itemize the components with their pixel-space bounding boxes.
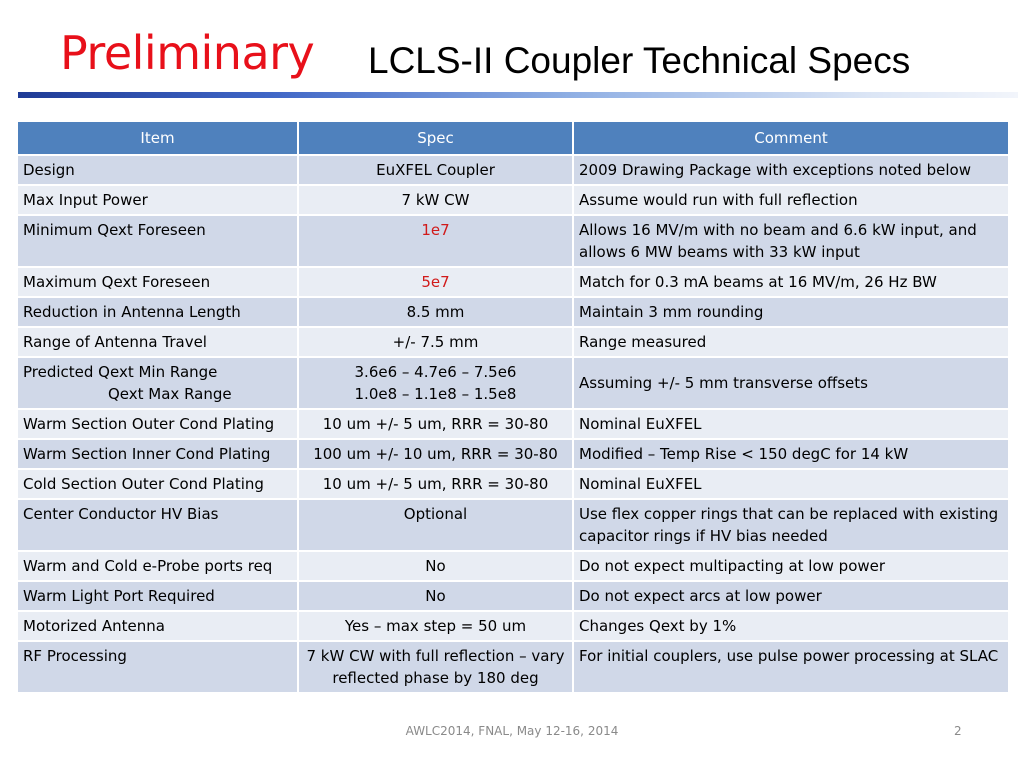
- table-row: [17, 267, 1009, 297]
- spec-cell: No: [298, 581, 573, 611]
- item-line: Qext Max Range: [108, 385, 232, 403]
- item-cell: [17, 357, 298, 409]
- comment-cell: Use flex copper rings that can be replaced with existing capacitor rings if HV bias needed: [573, 499, 1009, 551]
- spec-cell: 10 um +/- 5 um, RRR = 30-80: [298, 409, 573, 439]
- item-cell: Warm Light Port Required: [17, 581, 298, 611]
- spec-cell: [298, 357, 573, 409]
- item-cell: Design: [17, 155, 298, 185]
- table-row: [17, 155, 1009, 185]
- title-underline: [18, 92, 1018, 98]
- item-cell: Center Conductor HV Bias: [17, 499, 298, 551]
- comment-cell: Match for 0.3 mA beams at 16 MV/m, 26 Hz BW: [573, 267, 1009, 297]
- comment-cell: Assume would run with full reflection: [573, 185, 1009, 215]
- spec-line: 1.0e8 – 1.1e8 – 1.5e8: [354, 385, 517, 403]
- spec-cell: 7 kW CW: [298, 185, 573, 215]
- spec-cell: 1e7: [298, 215, 573, 267]
- comment-cell: Assuming +/- 5 mm transverse offsets: [573, 357, 1009, 409]
- page-number: 2: [954, 724, 962, 738]
- table-row: [17, 215, 1009, 267]
- comment-cell: Maintain 3 mm rounding: [573, 297, 1009, 327]
- table-row: [17, 409, 1009, 439]
- header-item: Item: [17, 121, 298, 155]
- item-cell: Reduction in Antenna Length: [17, 297, 298, 327]
- item-cell: Warm and Cold e-Probe ports req: [17, 551, 298, 581]
- spec-line: 3.6e6 – 4.7e6 – 7.5e6: [354, 363, 517, 381]
- table-row: [17, 327, 1009, 357]
- table-row: [17, 185, 1009, 215]
- table-row: [17, 581, 1009, 611]
- comment-cell: For initial couplers, use pulse power processing at SLAC: [573, 641, 1009, 693]
- spec-cell: 5e7: [298, 267, 573, 297]
- table-row: [17, 469, 1009, 499]
- spec-cell: 7 kW CW with full reflection – vary reflected phase by 180 deg: [298, 641, 573, 693]
- table-row: [17, 357, 1009, 409]
- item-cell: Warm Section Inner Cond Plating: [17, 439, 298, 469]
- comment-cell: Do not expect multipacting at low power: [573, 551, 1009, 581]
- comment-cell: Do not expect arcs at low power: [573, 581, 1009, 611]
- item-cell: Minimum Qext Foreseen: [17, 215, 298, 267]
- table-row: [17, 297, 1009, 327]
- slide-title-prefix: Preliminary: [60, 26, 315, 80]
- item-cell: Max Input Power: [17, 185, 298, 215]
- spec-cell: No: [298, 551, 573, 581]
- footer-text: AWLC2014, FNAL, May 12-16, 2014: [405, 724, 619, 738]
- table-row: [17, 439, 1009, 469]
- comment-cell: Nominal EuXFEL: [573, 469, 1009, 499]
- item-cell: RF Processing: [17, 641, 298, 693]
- table-row: [17, 499, 1009, 551]
- comment-cell: 2009 Drawing Package with exceptions noted below: [573, 155, 1009, 185]
- spec-cell: +/- 7.5 mm: [298, 327, 573, 357]
- comment-cell: Range measured: [573, 327, 1009, 357]
- item-cell: Motorized Antenna: [17, 611, 298, 641]
- comment-cell: Allows 16 MV/m with no beam and 6.6 kW input, and allows 6 MW beams with 33 kW input: [573, 215, 1009, 267]
- table-row: [17, 611, 1009, 641]
- comment-cell: Changes Qext by 1%: [573, 611, 1009, 641]
- table-row: [17, 551, 1009, 581]
- item-cell: Maximum Qext Foreseen: [17, 267, 298, 297]
- spec-cell: 100 um +/- 10 um, RRR = 30-80: [298, 439, 573, 469]
- slide-title: LCLS-II Coupler Technical Specs: [368, 40, 911, 81]
- item-cell: Cold Section Outer Cond Plating: [17, 469, 298, 499]
- item-cell: Range of Antenna Travel: [17, 327, 298, 357]
- header-comment: Comment: [573, 121, 1009, 155]
- header-spec: Spec: [298, 121, 573, 155]
- spec-cell: 8.5 mm: [298, 297, 573, 327]
- spec-cell: 10 um +/- 5 um, RRR = 30-80: [298, 469, 573, 499]
- comment-cell: Nominal EuXFEL: [573, 409, 1009, 439]
- spec-cell: Optional: [298, 499, 573, 551]
- table-row: [17, 641, 1009, 693]
- item-line: Predicted Qext Min Range: [23, 363, 218, 381]
- table-header-row: [17, 121, 1009, 155]
- item-cell: Warm Section Outer Cond Plating: [17, 409, 298, 439]
- spec-cell: Yes – max step = 50 um: [298, 611, 573, 641]
- comment-cell: Modified – Temp Rise < 150 degC for 14 kW: [573, 439, 1009, 469]
- specs-table: [16, 120, 1010, 694]
- spec-cell: EuXFEL Coupler: [298, 155, 573, 185]
